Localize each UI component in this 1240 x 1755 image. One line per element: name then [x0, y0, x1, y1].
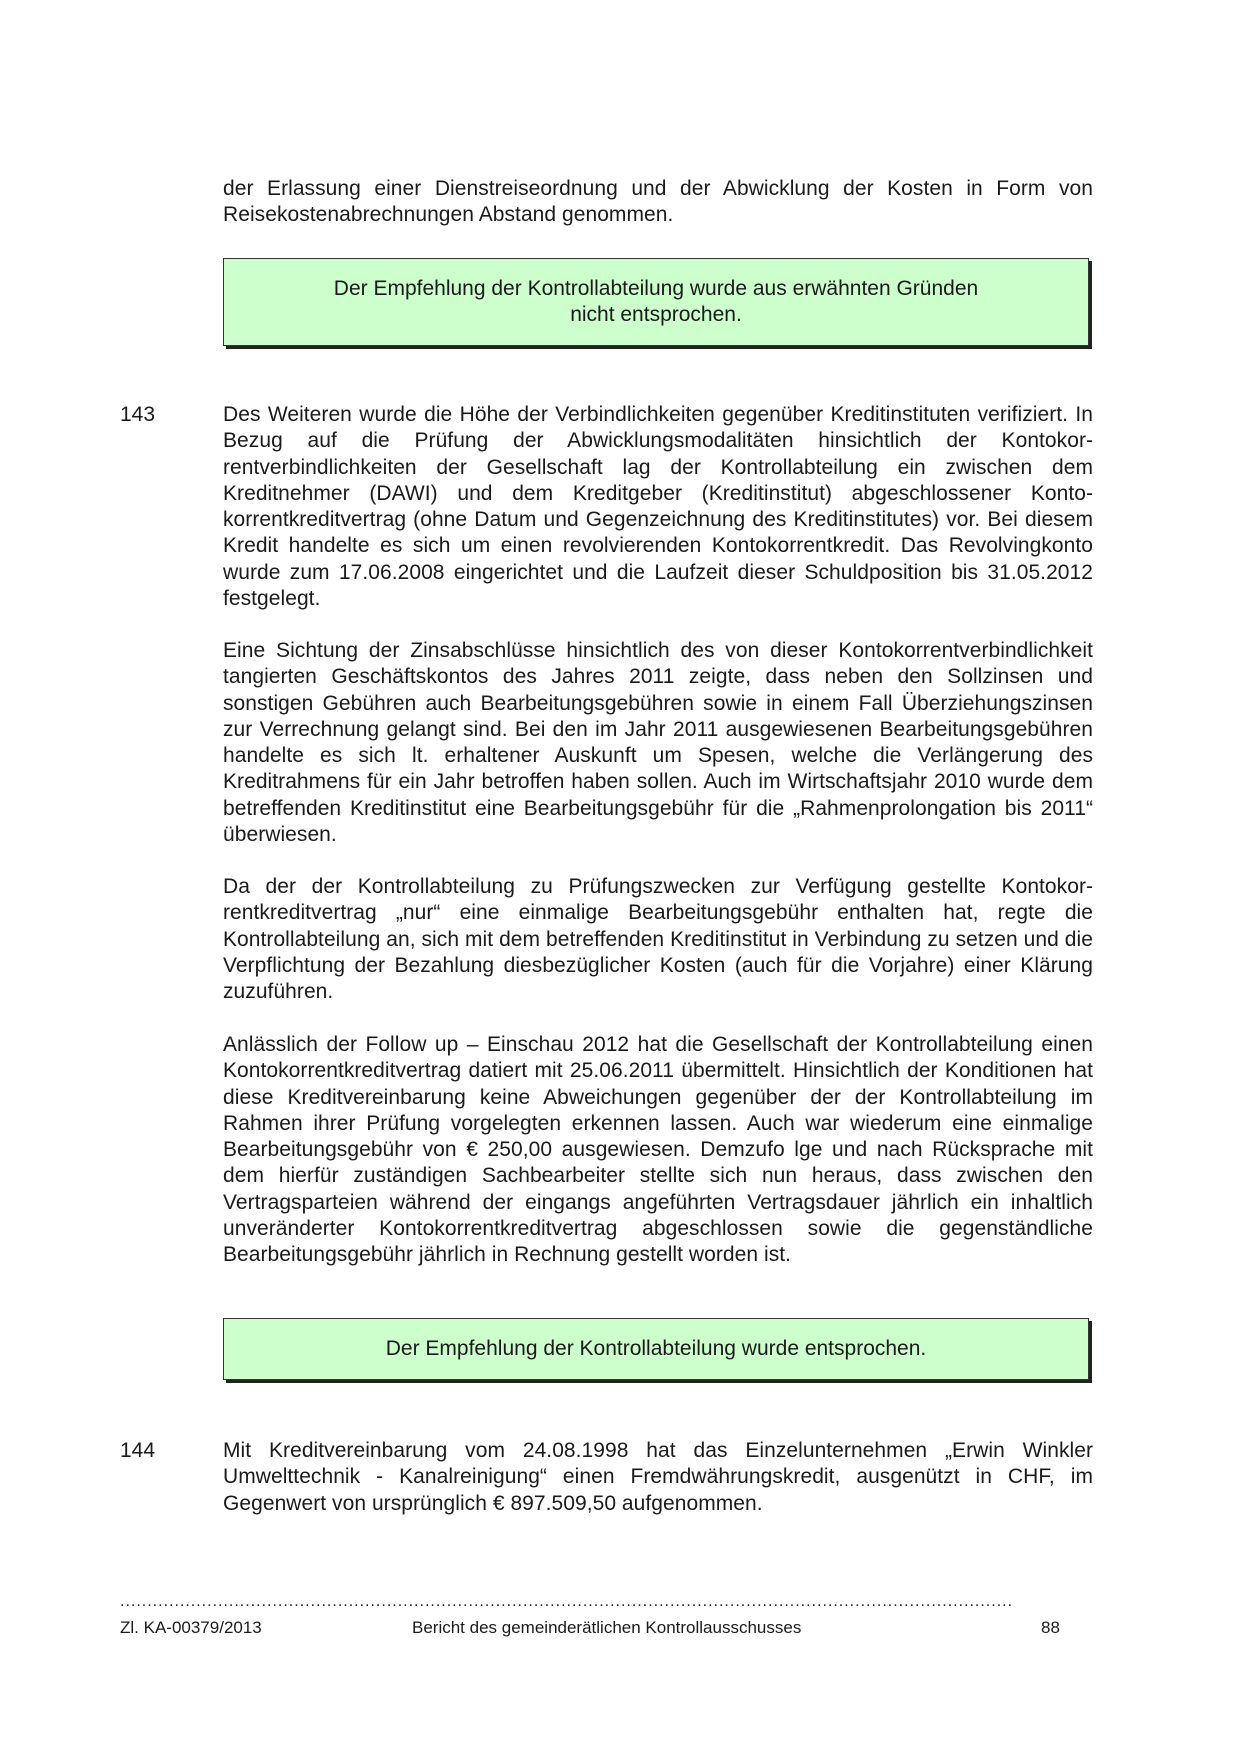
recommendation-box-2-line-1: Der Empfehlung der Kontrollabteilung wurde entsprochen.: [385, 1337, 927, 1360]
recommendation-box-1-line-1: Der Empfehlung der Kontrollabteilung wurde aus erwähnten Gründen: [333, 277, 979, 300]
section-143-paragraph-3: Da der der Kontrollabteilung zu Prüfungszwecken zur Verfügung gestellte Kontokorrentkreditvertrag „nur“ eine einmalige Bearbeitungsgebühr enthalten hat, regte die Kontrollabteilung an, sich mit dem betreffenden Kreditinstitut in Verbindung zu setzen und die Verpflichtung der Bezahlung diesbezüglicher Kosten (auch für die Vorjahre) einer Klärung zuzuführen.: [223, 875, 1093, 1004]
section-144-paragraph: Mit Kreditvereinbarung vom 24.08.1998 hat das Einzelunternehmen „Erwin Winkler Umwelttechnik - Kanalreinigung“ einen Fremdwährungskredit, ausgenützt in CHF, im Gegenwert von ursprünglich € 897.509,50 aufgenommen.: [223, 1439, 1093, 1515]
footer-title: Bericht des gemeinderätlichen Kontrollausschusses: [412, 1618, 802, 1637]
section-143-paragraph-1: Des Weiteren wurde die Höhe der Verbindlichkeiten gegenüber Kreditinstituten verifiziert. In Bezug auf die Prüfung der Abwicklungsmodalitäten hinsichtlich der Kontokorrentverbindlichkeiten der Gesellschaft lag der Kontrollabteilung ein zwischen dem Kreditnehmer (DAWI) und dem Kreditgeber (Kreditinstitut) abgeschlossener Kontokorrentkreditvertrag (ohne Datum und Gegenzeichnung des Kreditinstitutes) vor. Bei diesem Kredit handelte es sich um einen revolvierenden Kontokorrentkredit. Das Revolvingkonto wurde zum 17.06.2008 eingerichtet und die Laufzeit dieser Schuldposition bis 31.05.2012 festgelegt.: [223, 403, 1093, 611]
section-143-paragraph-2: Eine Sichtung der Zinsabschlüsse hinsichtlich des von dieser Kontokorrentverbindlichkeit tangierten Geschäftskontos des Jahres 2011 zeigte, dass neben den Sollzinsen und sonstigen Gebühren auch Bearbeitungsgebühren sowie in einem Fall Überziehungszinsen zur Verrechnung gelangt sind. Bei den im Jahr 2011 ausgewiesenen Bearbeitungsgebühren handelte es sich lt. erhaltener Auskunft um Spesen, welche die Verlängerung des Kreditrahmens für ein Jahr betroffen haben sollen. Auch im Wirtschaftsjahr 2010 wurde dem betreffenden Kreditinstitut eine Bearbeitungsgebühr für die „Rahmenprolongation bis 2011“ überwiesen.: [223, 639, 1093, 847]
section-number-144: 144: [120, 1439, 156, 1462]
section-143-paragraph-4: Anlässlich der Follow up – Einschau 2012 hat die Gesellschaft der Kontrollabteilung einen Kontokorrentkreditvertrag datiert mit 25.06.2011 übermittelt. Hinsichtlich der Konditionen hat diese Kreditvereinbarung keine Abweichungen gegenüber der der Kontrollabteilung im Rahmen ihrer Prüfung vorgelegten erkennen lassen. Auch war wiederum eine einmalige Bearbeitungsgebühr von € 250,00 ausgewiesen. Demzufo lge und nach Rücksprache mit dem hierfür zuständigen Sachbearbeiter stellte sich nun heraus, dass zwischen den Vertragsparteien während der eingangs angeführten Vertragsdauer jährlich ein inhaltlich unveränderter Kontokorrentkreditvertrag abgeschlossen sowie die gegenständliche Bearbeitungsgebühr jährlich in Rechnung gestellt worden ist.: [223, 1033, 1093, 1267]
recommendation-box-2: [223, 1318, 1089, 1380]
footer-page-number: 88: [1041, 1618, 1060, 1637]
footer-dotted-rule: ....................................................................................................................................................................: [120, 1594, 1014, 1610]
section-number-143: 143: [120, 403, 156, 426]
recommendation-box-1: [223, 258, 1089, 346]
recommendation-box-1-line-2: nicht entsprochen.: [570, 303, 742, 326]
intro-paragraph: der Erlassung einer Dienstreiseordnung und der Abwicklung der Kosten in Form von Reisekostenabrechnungen Abstand genommen.: [223, 177, 1093, 227]
footer-reference: Zl. KA-00379/2013: [120, 1618, 262, 1637]
